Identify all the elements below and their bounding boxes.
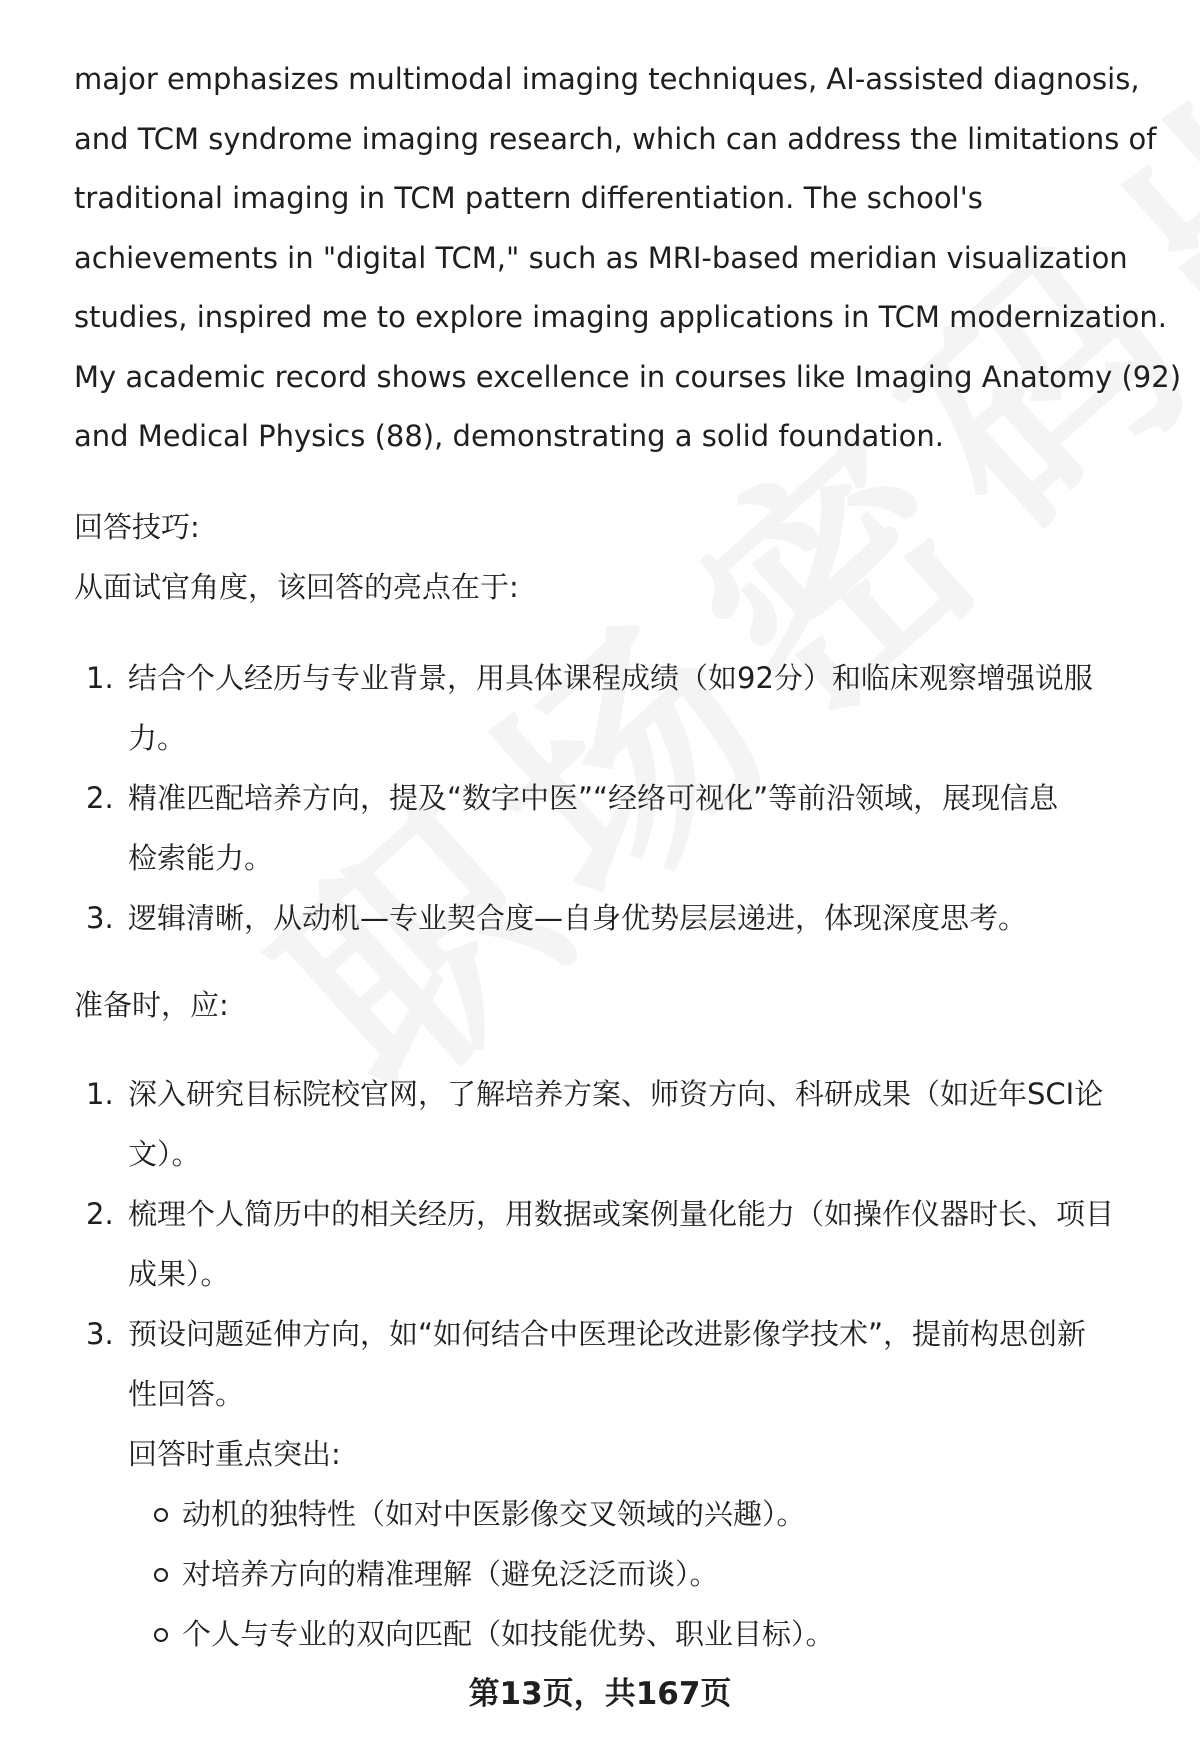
hollow-circle-bullet-icon	[154, 1628, 168, 1642]
bullet-item	[128, 1604, 1154, 1664]
list-item-text: 力。	[128, 721, 187, 755]
list-number: 3.	[86, 901, 114, 935]
list-number: 3.	[86, 1317, 114, 1351]
prep-heading: 准备时，应:	[74, 988, 229, 1022]
list-item-text: 深入研究目标院校官网，了解培养方案、师资方向、科研成果（如近年SCI论	[128, 1077, 1104, 1111]
paragraph-line: and Medical Physics (88), demonstrating a solid foundation.	[74, 419, 944, 453]
list-number: 2.	[86, 1197, 114, 1231]
page-footer: 第13页，共167页	[468, 1676, 732, 1712]
list-item-text: 逻辑清晰，从动机—专业契合度—自身优势层层递进，体现深度思考。	[128, 901, 1028, 935]
bullet-item	[128, 1484, 1154, 1544]
list-item-text: 精准匹配培养方向，提及“数字中医”“经络可视化”等前沿领域，展现信息	[128, 781, 1059, 815]
paragraph-line: achievements in "digital TCM," such as MRI-based meridian visualization	[74, 240, 1128, 275]
highlights-heading: 从面试官角度，该回答的亮点在于:	[74, 570, 519, 604]
paragraph-line: major emphasizes multimodal imaging techniques, AI-assisted diagnosis,	[74, 62, 1140, 96]
paragraph-line: My academic record shows excellence in courses like Imaging Anatomy (92)	[74, 359, 1182, 394]
english-paragraph	[74, 50, 1182, 467]
list-item	[74, 1184, 1154, 1304]
highlights-list	[74, 648, 1154, 948]
list-item-text: 预设问题延伸方向，如“如何结合中医理论改进影像学技术”，提前构思创新	[128, 1317, 1087, 1351]
bullet-item	[128, 1544, 1154, 1604]
list-item	[74, 888, 1154, 948]
focus-heading: 回答时重点突出:	[128, 1437, 341, 1471]
list-item-text: 性回答。	[128, 1377, 245, 1411]
hollow-circle-bullet-icon	[154, 1508, 168, 1522]
hollow-circle-bullet-icon	[154, 1568, 168, 1582]
tips-heading: 回答技巧:	[74, 510, 200, 544]
list-number: 1.	[86, 1077, 114, 1111]
list-number: 1.	[86, 661, 114, 695]
list-item	[74, 768, 1154, 888]
list-number: 2.	[86, 781, 114, 815]
bullet-text: 个人与专业的双向匹配（如技能优势、职业目标）。	[182, 1617, 835, 1651]
bullet-text: 对培养方向的精准理解（避免泛泛而谈）。	[182, 1557, 719, 1591]
list-item-text: 成果）。	[128, 1257, 230, 1291]
list-item-text: 检索能力。	[128, 841, 274, 875]
list-item-text: 梳理个人简历中的相关经历，用数据或案例量化能力（如操作仪器时长、项目	[128, 1197, 1115, 1231]
list-item-text: 结合个人经历与专业背景，用具体课程成绩（如92分）和临床观察增强说服	[128, 661, 1093, 695]
list-item	[74, 648, 1154, 768]
paragraph-line: and TCM syndrome imaging research, which can address the limitations of	[74, 121, 1157, 156]
paragraph-line: studies, inspired me to explore imaging applications in TCM modernization.	[74, 300, 1168, 334]
list-item-text: 文）。	[128, 1137, 201, 1171]
bullet-text: 动机的独特性（如对中医影像交叉领域的兴趣）。	[182, 1497, 806, 1531]
paragraph-line: traditional imaging in TCM pattern differentiation. The school's	[74, 181, 983, 215]
focus-bullets	[128, 1484, 1154, 1664]
prep-list	[74, 1064, 1154, 1664]
list-item	[74, 1064, 1154, 1184]
list-item	[74, 1304, 1154, 1664]
